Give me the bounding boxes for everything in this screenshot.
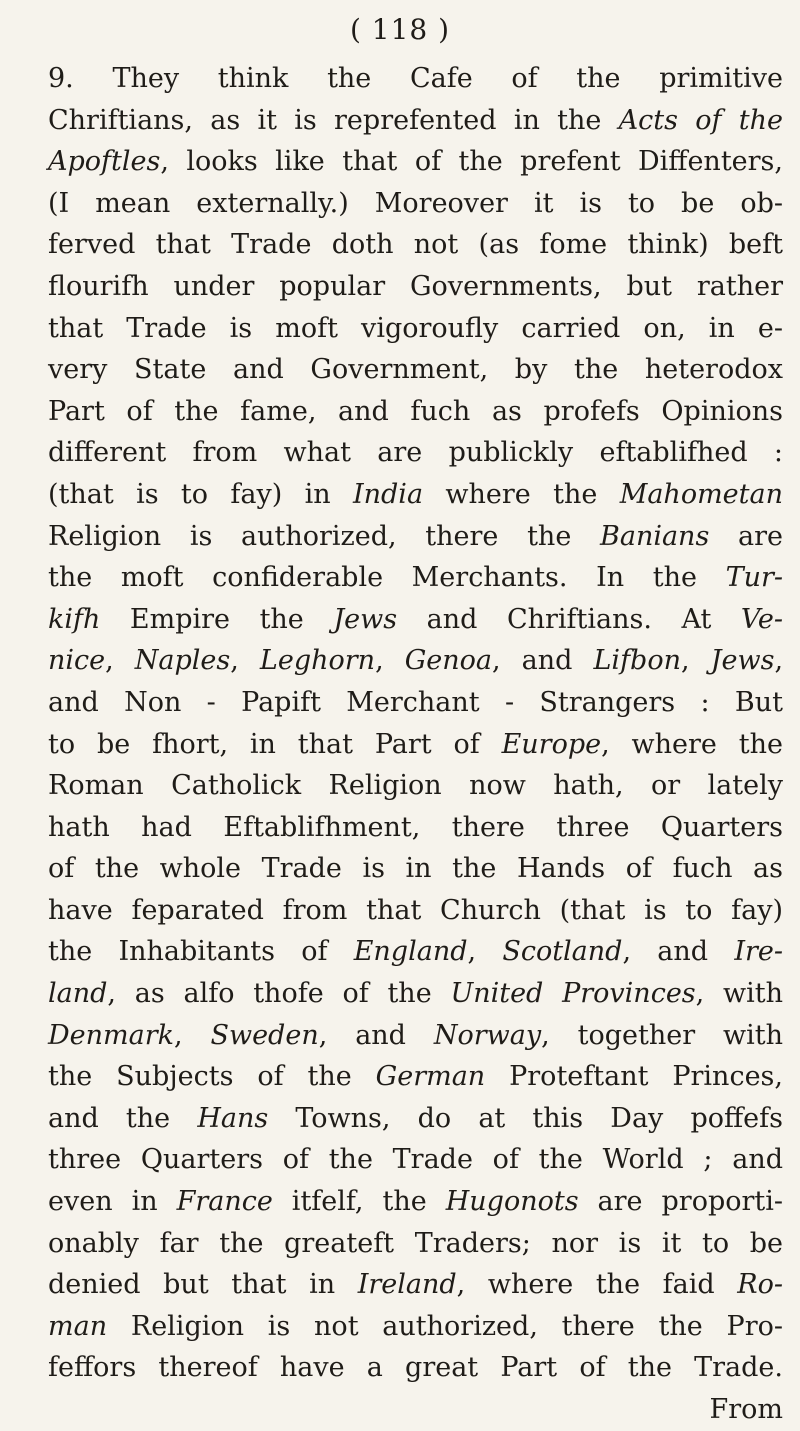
text-line <box>48 640 783 682</box>
text-line <box>48 1389 783 1431</box>
italic-text-run: Acts of the <box>618 104 783 136</box>
italic-text-run: Jews <box>333 603 398 635</box>
text-line <box>48 308 783 350</box>
text-run: , together with <box>541 1019 783 1051</box>
text-line <box>48 557 783 599</box>
text-run: , and <box>492 645 594 677</box>
text-line <box>48 807 783 849</box>
text-run: , with <box>695 978 783 1010</box>
text-line <box>48 599 783 641</box>
italic-text-run: Leghorn <box>259 645 376 677</box>
text-line <box>48 1098 783 1140</box>
text-run: (that is to fay) in <box>48 478 353 510</box>
text-run: itfelf, the <box>272 1186 446 1218</box>
text-line <box>48 349 783 391</box>
text-line <box>48 516 783 558</box>
italic-text-run: United Provinces <box>450 978 696 1010</box>
italic-text-run: England <box>353 936 468 968</box>
italic-text-run: Ro- <box>737 1269 783 1301</box>
text-line <box>48 1181 783 1223</box>
text-run: Towns, do at this Day poffefs <box>268 1102 784 1134</box>
italic-text-run: Hugonots <box>445 1186 579 1218</box>
italic-text-run: man <box>48 1310 108 1342</box>
text-run: Roman Catholick Religion now hath, or lately <box>48 770 783 802</box>
text-line <box>48 474 783 516</box>
text-line <box>48 973 783 1015</box>
text-run: the moft confiderable Merchants. In the <box>48 562 726 594</box>
text-run: where the <box>423 478 620 510</box>
text-line <box>48 931 783 973</box>
text-run: different from what are publickly eftablifhed : <box>48 437 783 469</box>
italic-text-run: Scotland <box>502 936 623 968</box>
italic-text-run: Banians <box>600 520 710 552</box>
italic-text-run: Lifbon <box>593 645 681 677</box>
text-run: From <box>709 1394 783 1425</box>
text-run: the Inhabitants of <box>48 936 354 968</box>
text-run: , where the <box>601 728 783 760</box>
page-number: ( 118 ) <box>349 13 451 46</box>
text-run: , <box>681 645 711 677</box>
italic-text-run: German <box>375 1061 486 1093</box>
italic-text-run: nice <box>48 645 106 677</box>
text-line <box>48 765 783 807</box>
text-line <box>48 432 783 474</box>
text-run: Chriftians, as it is reprefented in the <box>48 104 619 136</box>
italic-text-run: kifh <box>48 603 101 635</box>
text-run: of the whole Trade is in the Hands of fuch as <box>48 853 783 885</box>
text-line <box>48 1139 783 1181</box>
text-run: Religion is authorized, there the <box>48 520 600 552</box>
text-line <box>48 1347 783 1389</box>
text-run: have feparated from that Church (that is to fay) <box>48 894 783 926</box>
text-run: even in <box>48 1186 177 1218</box>
text-run: , looks like that of the prefent Diffenters, <box>160 146 783 178</box>
text-line <box>48 391 783 433</box>
text-run: , and <box>622 936 735 968</box>
italic-text-run: Hans <box>197 1102 269 1134</box>
italic-text-run: land <box>48 978 108 1010</box>
text-run: , <box>467 936 503 968</box>
text-run: , <box>105 645 135 677</box>
text-run: the Subjects of the <box>48 1061 376 1093</box>
italic-text-run: Genoa <box>404 645 493 677</box>
text-line <box>48 890 783 932</box>
text-line <box>48 682 783 724</box>
text-run: to be fhort, in that Part of <box>48 728 502 760</box>
text-line <box>48 1015 783 1057</box>
italic-text-run: Naples <box>134 645 231 677</box>
text-run: , <box>230 645 260 677</box>
text-run: Empire the <box>100 603 334 635</box>
text-run: (I mean externally.) Moreover it is to be ob- <box>48 187 783 219</box>
text-line <box>48 58 783 100</box>
italic-text-run: Denmark <box>48 1019 174 1051</box>
italic-text-run: Apoftles <box>48 146 161 178</box>
text-run: Proteftant Princes, <box>485 1061 783 1093</box>
text-run: , <box>375 645 405 677</box>
text-line <box>48 1056 783 1098</box>
text-line <box>48 183 783 225</box>
italic-text-run: Norway <box>433 1019 542 1051</box>
text-run: are proporti- <box>578 1186 783 1218</box>
text-run: , as alfo thofe of the <box>107 978 451 1010</box>
text-line <box>48 1306 783 1348</box>
italic-text-run: Ire- <box>734 936 783 968</box>
text-run: , where the faid <box>456 1269 738 1301</box>
text-run: ferved that Trade doth not (as fome think) beft <box>48 229 783 261</box>
text-line <box>48 1223 783 1265</box>
body-text <box>48 58 783 1431</box>
italic-text-run: Ve- <box>740 603 783 635</box>
text-line <box>48 848 783 890</box>
text-line <box>48 141 783 183</box>
italic-text-run: Jews <box>710 645 775 677</box>
text-line <box>48 724 783 766</box>
text-run: that Trade is moft vigoroufly carried on, in e- <box>48 312 783 344</box>
text-run: and the <box>48 1102 198 1134</box>
text-run: and Non - Papift Merchant - Strangers : But <box>48 686 783 718</box>
text-run: , <box>774 645 784 677</box>
text-run: Part of the fame, and fuch as profefs Opinions <box>48 395 783 427</box>
text-line <box>48 266 783 308</box>
text-run: are <box>709 520 783 552</box>
text-run: 9. They think the Cafe of the primitive <box>48 63 783 94</box>
text-run: hath had Eftablifhment, there three Quarters <box>48 811 783 843</box>
italic-text-run: Mahometan <box>619 478 783 510</box>
text-run: onably far the greateft Traders; nor is it to be <box>48 1227 783 1259</box>
text-run: , <box>173 1019 211 1051</box>
text-run: three Quarters of the Trade of the World ; and <box>48 1144 783 1176</box>
italic-text-run: India <box>352 478 424 510</box>
italic-text-run: Sweden <box>210 1019 319 1051</box>
text-line <box>48 224 783 266</box>
text-run: , and <box>318 1019 434 1051</box>
italic-text-run: France <box>176 1186 273 1218</box>
text-run: flourifh under popular Governments, but rather <box>48 270 783 302</box>
text-line <box>48 1264 783 1306</box>
text-run: denied but that in <box>48 1269 358 1301</box>
text-run: Religion is not authorized, there the Pro- <box>107 1310 783 1342</box>
text-run: and Chriftians. At <box>397 603 741 635</box>
italic-text-run: Tur- <box>725 562 783 594</box>
text-run: feffors thereof have a great Part of the Trade. <box>48 1352 783 1384</box>
text-line <box>48 100 783 142</box>
italic-text-run: Europe <box>501 728 602 760</box>
text-run: very State and Government, by the heterodox <box>48 354 783 386</box>
italic-text-run: Ireland <box>357 1269 457 1301</box>
